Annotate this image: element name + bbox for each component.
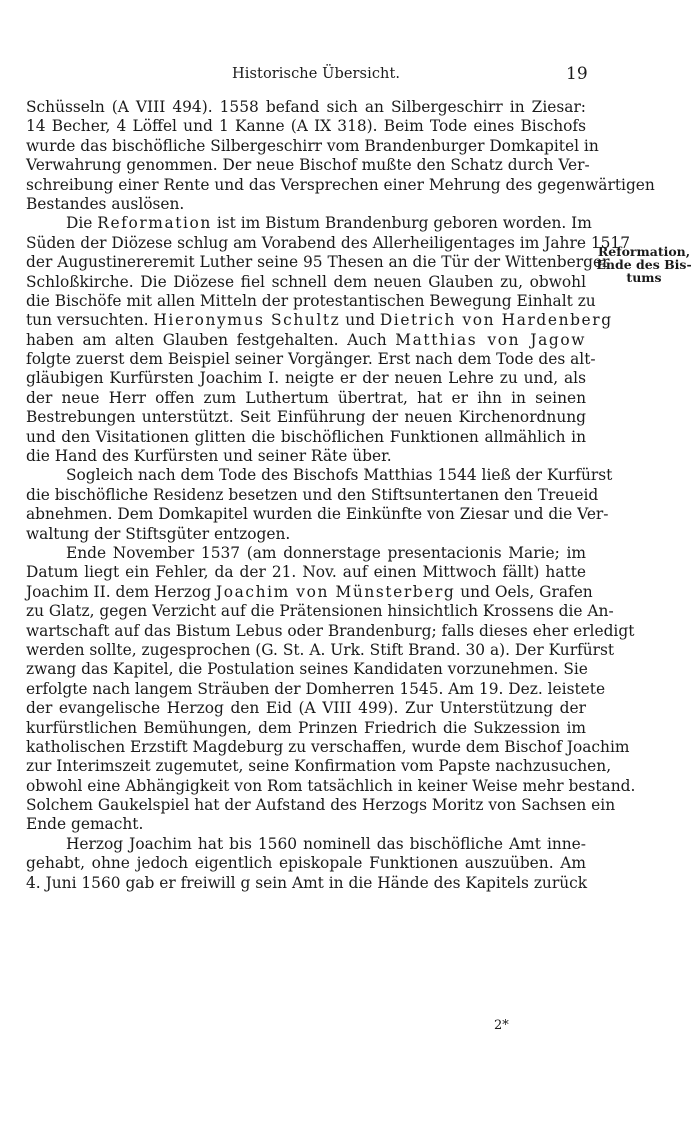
text-line — [26, 311, 613, 330]
text-line: und den Visitationen glitten die bischöflichen Funktionen allmählich in — [26, 427, 586, 446]
margin-note-line: Reformation, — [597, 244, 691, 259]
text-line: 4. Juni 1560 gab er freiwill g sein Amt in die Hände des Kapitels zurück — [26, 873, 588, 892]
text-line: Sogleich nach dem Tode des Bischofs Matthias 1544 ließ der Kurfürst — [66, 466, 613, 485]
text-line: obwohl eine Abhängigkeit von Rom tatsächlich in keiner Weise mehr bestand. — [26, 776, 636, 795]
text-line: Schloßkirche. Die Diözese fiel schnell dem neuen Glauben zu, obwohl — [26, 272, 586, 291]
text-segment: Die — [66, 214, 98, 233]
text-segment: Joachim II. dem Herzog — [26, 582, 216, 601]
text-segment: und Oels, Grafen — [455, 582, 593, 601]
spaced-name: Dietrich von Hardenberg — [379, 311, 613, 330]
margin-note-line: tums — [626, 270, 662, 285]
text-line: schreibung einer Rente und das Versprechen einer Mehrung des gegenwärtigen — [26, 175, 655, 194]
running-title: Historische Übersicht. — [232, 66, 401, 82]
text-line: zur Interimszeit zugemutet, seine Konfirmation vom Papste nachzusuchen, — [26, 757, 612, 776]
text-line: der evangelische Herzog den Eid (A VIII 499). Zur Unterstützung der — [26, 699, 586, 718]
text-segment: und — [340, 311, 380, 330]
text-line: folgte zuerst dem Beispiel seiner Vorgänger. Erst nach dem Tode des alt- — [26, 350, 596, 369]
spaced-name: Hieronymus Schultz — [153, 311, 341, 330]
spaced-name: Matthias von Jagow — [395, 330, 586, 349]
text-line: gläubigen Kurfürsten Joachim I. neigte er der neuen Lehre zu und, als — [26, 369, 586, 388]
text-line: zwang das Kapitel, die Postulation seines Kandidaten vorzunehmen. Sie — [26, 660, 588, 679]
text-line: Datum liegt ein Fehler, da der 21. Nov. auf einen Mittwoch fällt) hatte — [26, 563, 586, 582]
text-line: der Augustinereremit Luther seine 95 Thesen an die Tür der Wittenberger — [26, 253, 610, 272]
running-head — [0, 66, 700, 86]
margin-note-line: Ende des Bis- — [596, 257, 692, 272]
text-line: die Bischöfe mit allen Mitteln der protestantischen Bewegung Einhalt zu — [26, 291, 596, 310]
text-line — [26, 214, 592, 233]
text-line: abnehmen. Dem Domkapitel wurden die Einkünfte von Ziesar und die Ver- — [26, 505, 609, 524]
text-line: wartschaft auf das Bistum Lebus oder Brandenburg; falls dieses eher erledigt — [26, 621, 635, 640]
text-line: Bestrebungen unterstützt. Seit Einführung der neuen Kirchenordnung — [26, 408, 586, 427]
text-line: Schüsseln (A VIII 494). 1558 befand sich an Silbergeschirr in Ziesar: — [26, 98, 586, 116]
signature-mark: 2* — [494, 1018, 509, 1033]
text-line: erfolgte nach langem Sträuben der Domherren 1545. Am 19. Dez. leistete — [26, 679, 606, 698]
spaced-name: Reformation — [97, 214, 212, 233]
text-line: die bischöfliche Residenz besetzen und den Stiftsuntertanen den Treueid — [26, 485, 599, 504]
page-number: 19 — [566, 64, 588, 84]
text-segment: haben am alten Glauben festgehalten. Auch — [26, 330, 396, 349]
text-line: kurfürstlichen Bemühungen, dem Prinzen Friedrich die Sukzession im — [26, 718, 586, 737]
text-line: Verwahrung genommen. Der neue Bischof mußte den Schatz durch Ver- — [26, 156, 590, 175]
text-line: wurde das bischöfliche Silbergeschirr vom Brandenburger Domkapitel in — [26, 136, 599, 155]
text-line: Ende November 1537 (am donnerstage presentacionis Marie; im — [66, 543, 586, 562]
text-line: der neue Herr offen zum Luthertum übertrat, hat er ihn in seinen — [26, 388, 586, 407]
text-line: Bestandes auslösen. — [26, 194, 185, 213]
text-line: Süden der Diözese schlug am Vorabend des Allerheiligentages im Jahre 1517 — [26, 233, 630, 252]
text-line: Solchem Gaukelspiel hat der Aufstand des Herzogs Moritz von Sachsen ein — [26, 796, 616, 815]
text-line: Herzog Joachim hat bis 1560 nominell das bischöfliche Amt inne- — [66, 834, 586, 853]
text-segment: ist im Bistum Brandenburg geboren worden. Im — [211, 214, 592, 233]
text-segment: tun versuchten. — [26, 311, 154, 330]
text-line: werden sollte, zugesprochen (G. St. A. Urk. Stift Brand. 30 a). Der Kurfürst — [26, 640, 615, 659]
text-line — [26, 582, 593, 602]
text-line: waltung der Stiftsgüter entzogen. — [26, 524, 291, 543]
text-line: gehabt, ohne jedoch eigentlich episkopale Funktionen auszuüben. Am — [26, 854, 586, 873]
text-line: die Hand des Kurfürsten und seiner Räte über. — [26, 447, 392, 466]
spaced-name: Joachim von Münsterberg — [215, 582, 456, 601]
text-line: 14 Becher, 4 Löffel und 1 Kanne (A IX 318). Beim Tode eines Bischofs — [26, 117, 586, 136]
text-line: zu Glatz, gegen Verzicht auf die Prätensionen hinsichtlich Krossens die An- — [26, 602, 614, 621]
text-line: katholischen Erzstift Magdeburg zu verschaffen, wurde dem Bischof Joachim — [26, 737, 630, 756]
text-line: Ende gemacht. — [26, 815, 144, 834]
text-line — [26, 331, 586, 350]
